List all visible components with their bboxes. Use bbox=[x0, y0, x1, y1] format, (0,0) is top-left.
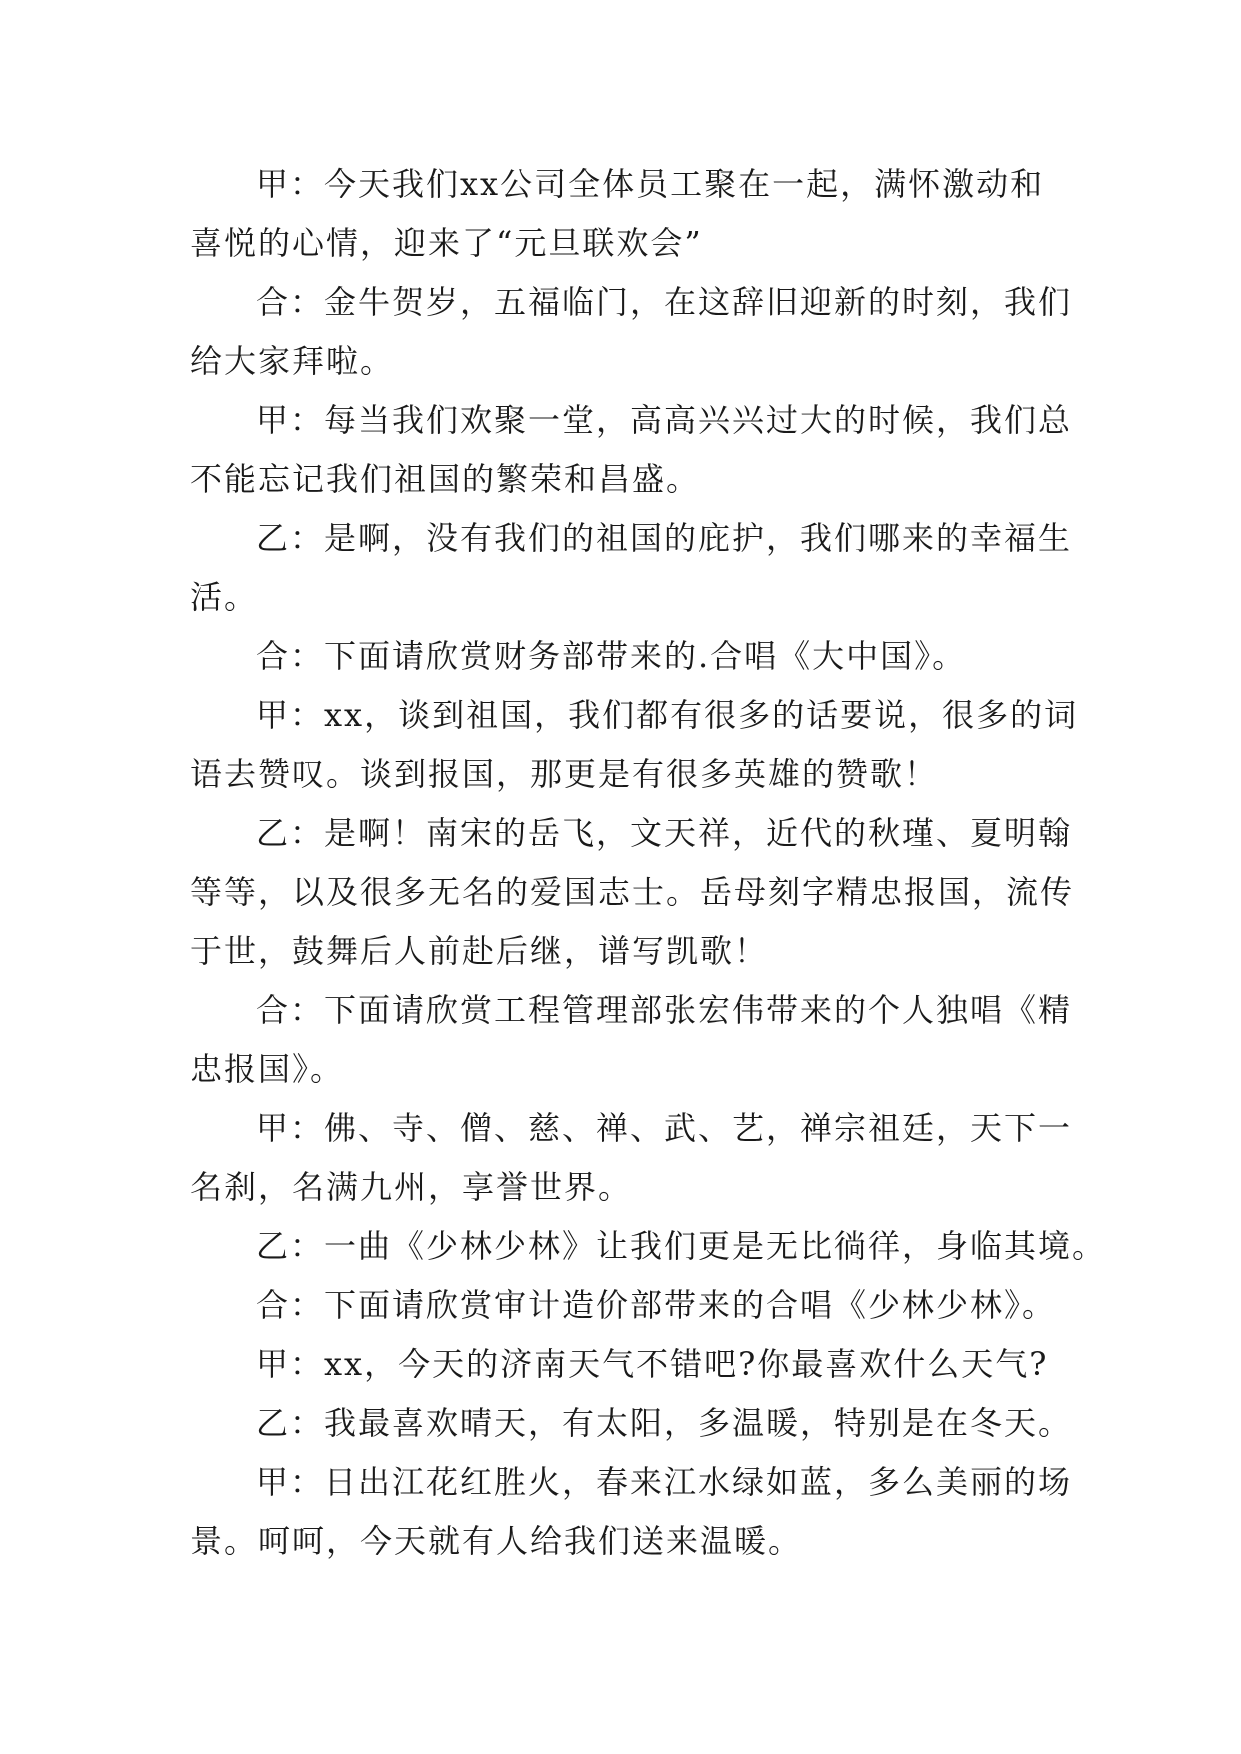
text-line: 合：下面请欣赏工程管理部张宏伟带来的个人独唱《精 bbox=[256, 991, 1073, 1029]
text-line: 给大家拜啦。 bbox=[190, 342, 395, 380]
document-body bbox=[190, 155, 1107, 1571]
text-line: 合：下面请欣赏审计造价部带来的合唱《少林少林》。 bbox=[256, 1286, 1057, 1324]
text-line: 活。 bbox=[190, 578, 259, 616]
text-line: 合：金牛贺岁，五福临门，在这辞旧迎新的时刻，我们 bbox=[256, 283, 1073, 321]
text-line: 语去赞叹。谈到报国，那更是有很多英雄的赞歌！ bbox=[190, 755, 939, 793]
text-line: 乙：是啊，没有我们的祖国的庇护，我们哪来的幸福生 bbox=[256, 519, 1073, 557]
text-line: 喜悦的心情，迎来了“元旦联欢会” bbox=[190, 224, 703, 262]
text-line: 甲：每当我们欢聚一堂，高高兴兴过大的时候，我们总 bbox=[256, 401, 1073, 439]
text-line: 等等，以及很多无名的爱国志士。岳母刻字精忠报国，流传 bbox=[190, 873, 1075, 911]
text-line: 名刹，名满九州，享誉世界。 bbox=[190, 1168, 633, 1206]
text-line: 不能忘记我们祖国的繁荣和昌盛。 bbox=[190, 460, 701, 498]
text-line: 合：下面请欣赏财务部带来的.合唱《大中国》。 bbox=[256, 637, 967, 675]
text-line: 甲：xx，谈到祖国，我们都有很多的话要说，很多的词 bbox=[256, 696, 1079, 734]
text-line: 甲：佛、寺、僧、慈、禅、武、艺，禅宗祖廷，天下一 bbox=[256, 1109, 1073, 1147]
text-line: 乙：一曲《少林少林》让我们更是无比徜徉，身临其境。 bbox=[256, 1227, 1107, 1265]
text-line: 甲：xx，今天的济南天气不错吧?你最喜欢什么天气? bbox=[256, 1345, 1049, 1383]
text-line: 乙：我最喜欢晴天，有太阳，多温暖，特别是在冬天。 bbox=[256, 1404, 1073, 1442]
text-line: 景。呵呵，今天就有人给我们送来温暖。 bbox=[190, 1522, 803, 1560]
text-line: 于世，鼓舞后人前赴后继，谱写凯歌！ bbox=[190, 932, 769, 970]
text-line: 甲：今天我们xx公司全体员工聚在一起，满怀激动和 bbox=[256, 165, 1045, 203]
text-line: 甲：日出江花红胜火，春来江水绿如蓝，多么美丽的场 bbox=[256, 1463, 1073, 1501]
text-line: 乙：是啊！南宋的岳飞，文天祥，近代的秋瑾、夏明翰 bbox=[256, 814, 1073, 852]
text-line: 忠报国》。 bbox=[190, 1050, 345, 1088]
